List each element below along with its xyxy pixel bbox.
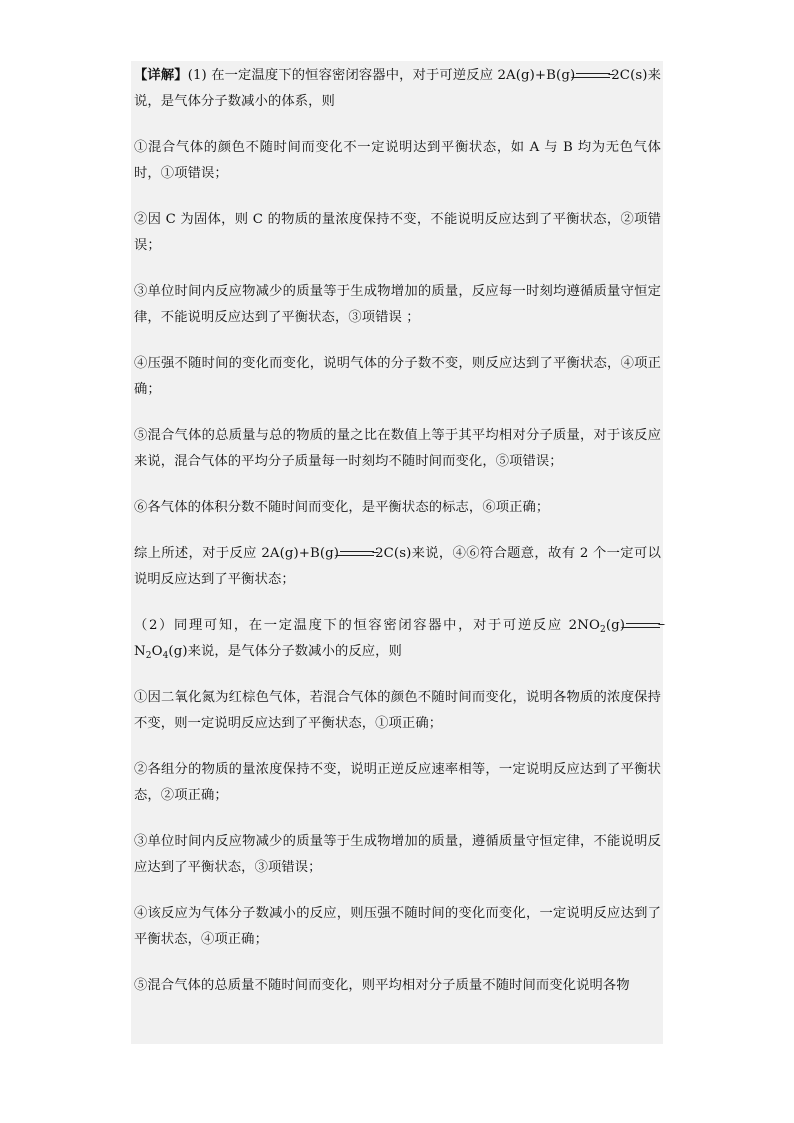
- paragraph-item-1: ①混合气体的颜色不随时间而变化不一定说明达到平衡状态，如 A 与 B 均为无色气体时，①项错误；: [134, 140, 661, 181]
- subscript: 2: [145, 651, 152, 661]
- document-body: [131, 61, 663, 1044]
- part2-text-c: N: [134, 644, 146, 659]
- paragraph-part2-item-4: ④该反应为气体分子数减小的反应，则压强不随时间的变化而变化，一定说明反应达到了平衡状态，④项正确；: [134, 906, 661, 947]
- paragraph-item-5: ⑤混合气体的总质量与总的物质的量之比在数值上等于其平均相对分子质量，对于该反应来说，混合气体的平均分子质量每一时刻均不随时间而变化，⑤项错误；: [134, 428, 661, 469]
- paragraph-intro: [134, 63, 661, 115]
- paragraph-part2-item-3: ③单位时间内反应物减少的质量等于生成物增加的质量，遵循质量守恒定律，不能说明反应达到了平衡状态，③项错误；: [134, 834, 661, 875]
- subscript: 2: [599, 625, 606, 635]
- summary-text-a: 综上所述，对于反应 2A(g)+B(g): [134, 546, 340, 561]
- paragraph-part-2-intro: [134, 613, 661, 665]
- intro-text-a: (1) 在一定温度下的恒容密闭容器中，对于可逆反应 2A(g)+B(g): [187, 68, 576, 83]
- reversible-arrow-icon: [340, 549, 374, 559]
- paragraph-part2-item-1: ①因二氧化氮为红棕色气体，若混合气体的颜色不随时间而变化，说明各物质的浓度保持不变，则一定说明反应达到了平衡状态，①项正确；: [134, 690, 661, 731]
- paragraph-part2-item-2: ②各组分的物质的量浓度保持不变，说明正逆反应速率相等，一定说明反应达到了平衡状态，②项正确；: [134, 762, 661, 803]
- part2-text-b: (g): [605, 618, 625, 633]
- paragraph-item-4: ④压强不随时间的变化而变化，说明气体的分子数不变，则反应达到了平衡状态，④项正确；: [134, 356, 661, 397]
- summary-text-b: 2C(s)来说，④⑥符合题意，故有 2 个一定可以说明反应达到了平衡状态；: [134, 546, 661, 587]
- subscript: 4: [162, 651, 169, 661]
- paragraph-summary: [134, 541, 661, 593]
- intro-text-b: 2C(s)来说，是气体分子数减小的体系，则: [134, 68, 661, 109]
- detail-label: 【详解】: [134, 68, 188, 83]
- part2-text-d: O: [151, 644, 163, 659]
- paragraph-item-6: ⑥各气体的体积分数不随时间而变化，是平衡状态的标志，⑥项正确；: [134, 500, 550, 515]
- paragraph-part2-item-5: ⑤混合气体的总质量不随时间而变化，则平均相对分子质量不随时间而变化说明各物: [134, 978, 630, 993]
- reversible-arrow-icon: [576, 71, 610, 81]
- reversible-arrow-icon: [626, 621, 660, 631]
- part2-text-e: (g)来说，是气体分子数减小的反应，则: [168, 644, 402, 659]
- paragraph-item-2: ②因 C 为固体，则 C 的物质的量浓度保持不变，不能说明反应达到了平衡状态，②项错误；: [134, 212, 661, 253]
- part2-text-a: （2）同理可知，在一定温度下的恒容密闭容器中，对于可逆反应 2NO: [134, 618, 600, 633]
- paragraph-item-3: ③单位时间内反应物减少的质量等于生成物增加的质量，反应每一时刻均遵循质量守恒定律，不能说明反应达到了平衡状态，③项错误 ；: [134, 284, 661, 325]
